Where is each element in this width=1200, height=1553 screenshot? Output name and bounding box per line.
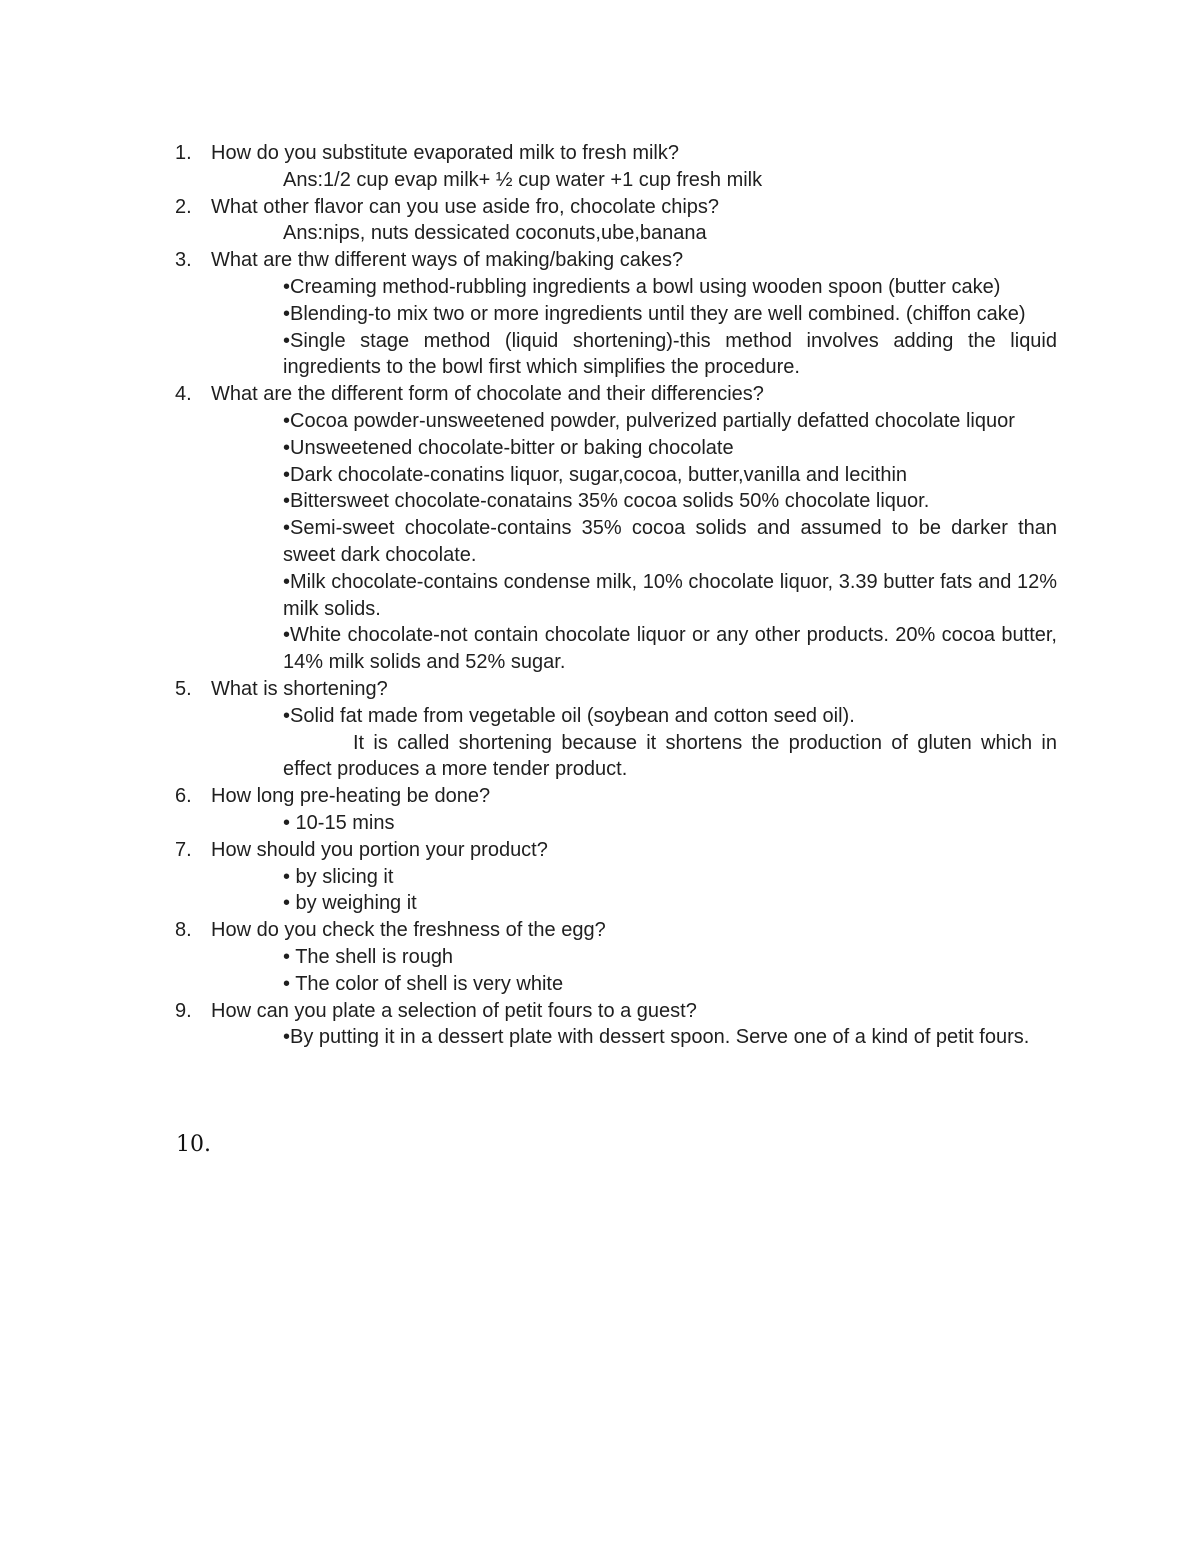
question-item: [0, 837, 1200, 864]
answer-bullet: •Milk chocolate-contains condense milk, 10% chocolate liquor, 3.39 butter fats and 12% milk solids.: [283, 570, 1057, 620]
answer-bullet: •Unsweetened chocolate-bitter or baking chocolate: [283, 436, 734, 459]
question-item: [0, 783, 1200, 810]
answer-bullet: •Solid fat made from vegetable oil (soybean and cotton seed oil).: [283, 704, 855, 727]
question-number: 3.: [175, 249, 192, 272]
answer-bullet: • The shell is rough: [283, 945, 454, 968]
question-list: [0, 140, 1200, 1051]
answer-bullet: •Single stage method (liquid shortening)-this method involves adding the liquid ingredients to the bowl first which simplifies the procedure.: [283, 329, 1057, 379]
question-text: What are thw different ways of making/baking cakes?: [211, 249, 684, 272]
answer-bullet: •Creaming method-rubbling ingredients a bowl using wooden spoon (butter cake): [283, 275, 1001, 298]
question-number: 1.: [175, 142, 192, 164]
question-text: What other flavor can you use aside fro, chocolate chips?: [211, 195, 720, 218]
question-number-10: 10.: [176, 1132, 211, 1157]
question-number: 8.: [175, 919, 192, 942]
question-text: How can you plate a selection of petit fours to a guest?: [211, 999, 697, 1022]
answer-bullet: •White chocolate-not contain chocolate liquor or any other products. 20% cocoa butter, 14% milk solids and 52% sugar.: [283, 624, 1057, 674]
answer-bullet: •Dark chocolate-conatins liquor, sugar,cocoa, butter,vanilla and lecithin: [283, 463, 908, 486]
question-item: [0, 917, 1200, 944]
question-item: [0, 676, 1200, 703]
answer-bullet: • 10-15 mins: [283, 811, 395, 834]
question-item: [0, 998, 1200, 1025]
question-number: 6.: [175, 785, 192, 808]
question-number: 4.: [175, 383, 192, 406]
question-item: [0, 194, 1200, 221]
answer-text: Ans:1/2 cup evap milk+ ½ cup water +1 cup fresh milk: [283, 168, 763, 191]
answer-bullet: •Blending-to mix two or more ingredients until they are well combined. (chiffon cake): [283, 302, 1026, 325]
question-text: What are the different form of chocolate and their differencies?: [211, 383, 764, 406]
question-number: 7.: [175, 838, 192, 861]
answer-bullet: • The color of shell is very white: [283, 972, 564, 995]
answer-bullet: • by weighing it: [283, 892, 417, 915]
question-number: 9.: [175, 999, 192, 1022]
answer-bullet: •Cocoa powder-unsweetened powder, pulverized partially defatted chocolate liquor: [283, 409, 1015, 432]
answer-text: Ans:nips, nuts dessicated coconuts,ube,banana: [283, 222, 707, 245]
question-item: [0, 247, 1200, 274]
question-number: 2.: [175, 195, 192, 218]
question-item: [0, 140, 1200, 167]
question-number: 5.: [175, 677, 192, 700]
answer-note: It is called shortening because it shortens the production of gluten which in effect produces a more tender product.: [283, 731, 1057, 781]
question-text: How do you substitute evaporated milk to fresh milk?: [211, 142, 679, 164]
question-text: How should you portion your product?: [211, 838, 548, 861]
answer-bullet: •By putting it in a dessert plate with dessert spoon. Serve one of a kind of petit fours.: [283, 1026, 1030, 1049]
answer-bullet: •Semi-sweet chocolate-contains 35% cocoa solids and assumed to be darker than sweet dark chocolate.: [283, 517, 1057, 566]
question-item: [0, 381, 1200, 408]
question-text: How long pre-heating be done?: [211, 785, 491, 808]
question-text: How do you check the freshness of the egg?: [211, 919, 606, 942]
answer-bullet: • by slicing it: [283, 865, 394, 888]
question-text: What is shortening?: [211, 677, 388, 700]
answer-bullet: •Bittersweet chocolate-conatains 35% cocoa solids 50% chocolate liquor.: [283, 490, 930, 513]
